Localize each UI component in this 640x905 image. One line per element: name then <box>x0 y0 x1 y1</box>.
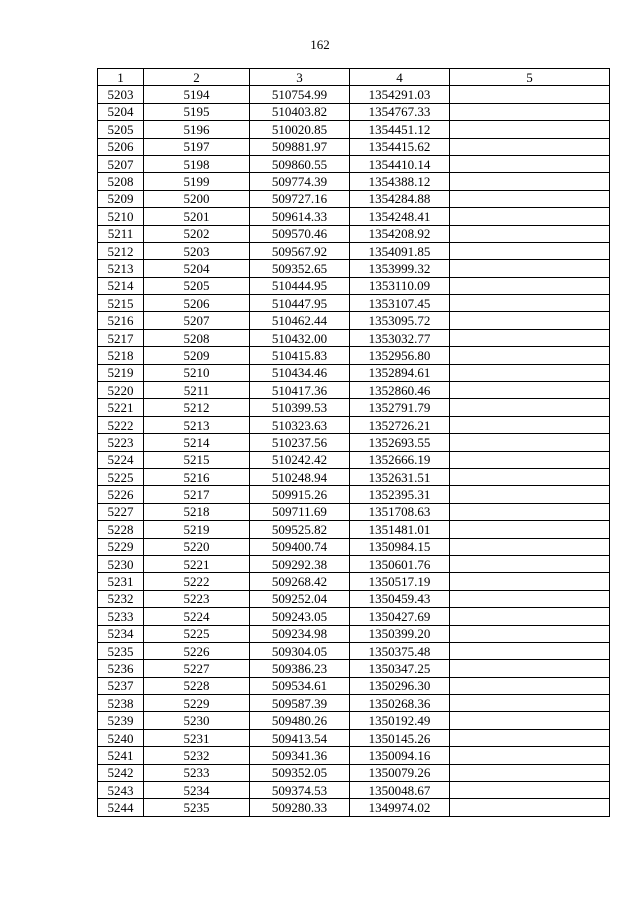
table-row <box>98 625 610 642</box>
table-row <box>98 260 610 277</box>
table-row <box>98 538 610 555</box>
table-cell: 5215 <box>98 295 144 312</box>
table-cell <box>450 695 610 712</box>
table-cell: 5233 <box>98 608 144 625</box>
table-cell <box>450 468 610 485</box>
table-cell: 5241 <box>98 747 144 764</box>
table-cell: 509567.92 <box>250 242 350 259</box>
table-cell: 510754.99 <box>250 86 350 103</box>
table-cell: 5194 <box>144 86 250 103</box>
table-cell <box>450 329 610 346</box>
table-row <box>98 242 610 259</box>
table-cell: 5227 <box>98 503 144 520</box>
table-cell <box>450 190 610 207</box>
table-cell <box>450 416 610 433</box>
table-cell: 5214 <box>144 434 250 451</box>
table-cell: 509352.05 <box>250 764 350 781</box>
column-header: 2 <box>144 69 250 86</box>
table-cell: 5208 <box>98 173 144 190</box>
table-row <box>98 677 610 694</box>
table-cell: 510417.36 <box>250 382 350 399</box>
table-cell: 1353110.09 <box>350 277 450 294</box>
table-cell: 5208 <box>144 329 250 346</box>
table-row <box>98 103 610 120</box>
table-cell: 5218 <box>98 347 144 364</box>
table-cell: 1354291.03 <box>350 86 450 103</box>
table-cell: 509881.97 <box>250 138 350 155</box>
table-cell: 5206 <box>98 138 144 155</box>
table-cell: 5205 <box>98 121 144 138</box>
column-header: 1 <box>98 69 144 86</box>
table-cell <box>450 503 610 520</box>
table-row <box>98 799 610 816</box>
table-cell: 5229 <box>98 538 144 555</box>
table-cell: 510434.46 <box>250 364 350 381</box>
table-cell: 5220 <box>144 538 250 555</box>
table-cell: 5204 <box>98 103 144 120</box>
table-cell: 5238 <box>98 695 144 712</box>
table-cell: 1350517.19 <box>350 573 450 590</box>
table-cell <box>450 208 610 225</box>
table-cell: 510403.82 <box>250 103 350 120</box>
table-cell: 5228 <box>98 521 144 538</box>
table-cell: 5206 <box>144 295 250 312</box>
table-cell: 1352693.55 <box>350 434 450 451</box>
table-cell <box>450 173 610 190</box>
table-row <box>98 573 610 590</box>
table-cell: 5196 <box>144 121 250 138</box>
table-cell: 509243.05 <box>250 608 350 625</box>
table-row <box>98 382 610 399</box>
table-cell: 510237.56 <box>250 434 350 451</box>
table-cell: 5221 <box>144 555 250 572</box>
table-cell: 509915.26 <box>250 486 350 503</box>
table-cell: 510242.42 <box>250 451 350 468</box>
table-cell: 5219 <box>144 521 250 538</box>
table-cell: 5209 <box>144 347 250 364</box>
table-cell: 1350094.16 <box>350 747 450 764</box>
table-cell: 509304.05 <box>250 642 350 659</box>
table-cell: 5202 <box>144 225 250 242</box>
table-cell: 5222 <box>98 416 144 433</box>
table-cell: 5201 <box>144 208 250 225</box>
table-cell: 5224 <box>144 608 250 625</box>
page-number: 162 <box>310 37 330 52</box>
table-cell: 5223 <box>98 434 144 451</box>
table-cell: 5224 <box>98 451 144 468</box>
table-row <box>98 608 610 625</box>
table-cell: 5220 <box>98 382 144 399</box>
table-cell: 1350601.76 <box>350 555 450 572</box>
table-cell: 509774.39 <box>250 173 350 190</box>
table-row <box>98 451 610 468</box>
table-cell <box>450 121 610 138</box>
table-cell: 509570.46 <box>250 225 350 242</box>
table-row <box>98 416 610 433</box>
table-body <box>98 86 610 816</box>
table-cell: 509860.55 <box>250 155 350 172</box>
table-cell: 509352.65 <box>250 260 350 277</box>
table-cell: 5227 <box>144 660 250 677</box>
table-cell: 5207 <box>98 155 144 172</box>
table-cell: 510020.85 <box>250 121 350 138</box>
table-cell: 1350347.25 <box>350 660 450 677</box>
table-cell: 1351708.63 <box>350 503 450 520</box>
table-row <box>98 121 610 138</box>
table-cell: 509268.42 <box>250 573 350 590</box>
table-cell: 1349974.02 <box>350 799 450 816</box>
table-cell: 1350268.36 <box>350 695 450 712</box>
table-row <box>98 468 610 485</box>
table-cell: 5230 <box>98 555 144 572</box>
table-cell: 5242 <box>98 764 144 781</box>
table-row <box>98 225 610 242</box>
table-row <box>98 747 610 764</box>
table-row <box>98 329 610 346</box>
coordinates-table <box>97 68 610 817</box>
table-cell <box>450 347 610 364</box>
table-cell: 5211 <box>98 225 144 242</box>
table-cell: 510432.00 <box>250 329 350 346</box>
table-cell: 509534.61 <box>250 677 350 694</box>
table-cell: 5205 <box>144 277 250 294</box>
table-cell: 509614.33 <box>250 208 350 225</box>
table-cell: 5231 <box>98 573 144 590</box>
table-row <box>98 503 610 520</box>
table-row <box>98 364 610 381</box>
table-cell: 5198 <box>144 155 250 172</box>
table-cell: 1350192.49 <box>350 712 450 729</box>
table-cell: 1353107.45 <box>350 295 450 312</box>
table-cell: 5222 <box>144 573 250 590</box>
table-row <box>98 399 610 416</box>
table-cell: 5235 <box>98 642 144 659</box>
table-cell: 5214 <box>98 277 144 294</box>
table-cell: 5223 <box>144 590 250 607</box>
column-header: 3 <box>250 69 350 86</box>
table-cell: 5215 <box>144 451 250 468</box>
table-cell: 5210 <box>98 208 144 225</box>
table-cell <box>450 625 610 642</box>
table-cell: 509400.74 <box>250 538 350 555</box>
table-row <box>98 312 610 329</box>
table-cell: 5231 <box>144 729 250 746</box>
table-cell: 5213 <box>144 416 250 433</box>
table-cell: 5232 <box>144 747 250 764</box>
table-cell: 5236 <box>98 660 144 677</box>
table-cell <box>450 138 610 155</box>
table-cell <box>450 225 610 242</box>
table-cell: 510323.63 <box>250 416 350 433</box>
table-cell: 510462.44 <box>250 312 350 329</box>
table-cell: 1354388.12 <box>350 173 450 190</box>
table-row <box>98 155 610 172</box>
table-cell: 1350048.67 <box>350 782 450 799</box>
table-cell: 5217 <box>144 486 250 503</box>
table-cell: 509252.04 <box>250 590 350 607</box>
table-cell: 1350375.48 <box>350 642 450 659</box>
table-cell: 5211 <box>144 382 250 399</box>
table-cell: 5199 <box>144 173 250 190</box>
table-cell: 5221 <box>98 399 144 416</box>
table-cell: 509386.23 <box>250 660 350 677</box>
table-cell <box>450 555 610 572</box>
table-cell <box>450 660 610 677</box>
column-header: 5 <box>450 69 610 86</box>
table-cell <box>450 277 610 294</box>
table-cell <box>450 382 610 399</box>
table-cell: 5216 <box>98 312 144 329</box>
table-row <box>98 695 610 712</box>
table-cell: 5234 <box>144 782 250 799</box>
table-row <box>98 782 610 799</box>
table-cell <box>450 729 610 746</box>
table-cell: 1352666.19 <box>350 451 450 468</box>
table-cell <box>450 521 610 538</box>
table-cell: 5219 <box>98 364 144 381</box>
table-row <box>98 729 610 746</box>
table-row <box>98 86 610 103</box>
table-row <box>98 434 610 451</box>
table-cell: 509374.53 <box>250 782 350 799</box>
table-cell: 509280.33 <box>250 799 350 816</box>
table-cell: 509234.98 <box>250 625 350 642</box>
table-cell: 5235 <box>144 799 250 816</box>
table-row <box>98 590 610 607</box>
table-cell: 1352860.46 <box>350 382 450 399</box>
table-cell: 509413.54 <box>250 729 350 746</box>
table-cell <box>450 451 610 468</box>
table-cell: 1353999.32 <box>350 260 450 277</box>
table-cell: 1354451.12 <box>350 121 450 138</box>
table-row <box>98 521 610 538</box>
table-cell: 5197 <box>144 138 250 155</box>
table-cell: 5203 <box>98 86 144 103</box>
table-cell: 1352791.79 <box>350 399 450 416</box>
table-cell: 5212 <box>98 242 144 259</box>
table-cell <box>450 573 610 590</box>
table-cell <box>450 590 610 607</box>
table-cell: 5229 <box>144 695 250 712</box>
table-cell: 1350145.26 <box>350 729 450 746</box>
table-row <box>98 712 610 729</box>
table-cell: 1350984.15 <box>350 538 450 555</box>
table-row <box>98 277 610 294</box>
table-cell: 5232 <box>98 590 144 607</box>
table-cell: 5239 <box>98 712 144 729</box>
table-cell: 1354284.88 <box>350 190 450 207</box>
table-cell <box>450 86 610 103</box>
table-cell <box>450 312 610 329</box>
table-cell: 5233 <box>144 764 250 781</box>
table-cell: 1352726.21 <box>350 416 450 433</box>
table-cell: 509587.39 <box>250 695 350 712</box>
table-cell <box>450 260 610 277</box>
table-cell: 5209 <box>98 190 144 207</box>
table-cell: 509341.36 <box>250 747 350 764</box>
table-cell: 5218 <box>144 503 250 520</box>
table-row <box>98 190 610 207</box>
table-cell <box>450 677 610 694</box>
table-row <box>98 295 610 312</box>
table-row <box>98 555 610 572</box>
table-cell: 5203 <box>144 242 250 259</box>
table-cell: 1354767.33 <box>350 103 450 120</box>
table-row <box>98 347 610 364</box>
table-cell <box>450 538 610 555</box>
table-cell: 5216 <box>144 468 250 485</box>
table-cell: 5230 <box>144 712 250 729</box>
table-cell <box>450 295 610 312</box>
table-cell: 510444.95 <box>250 277 350 294</box>
table-cell: 509525.82 <box>250 521 350 538</box>
table-cell: 5243 <box>98 782 144 799</box>
table-cell: 1350427.69 <box>350 608 450 625</box>
table-cell: 509711.69 <box>250 503 350 520</box>
table-cell: 1353032.77 <box>350 329 450 346</box>
table-cell <box>450 608 610 625</box>
table-cell <box>450 242 610 259</box>
table-cell: 1350459.43 <box>350 590 450 607</box>
table-cell <box>450 642 610 659</box>
table-cell <box>450 364 610 381</box>
table-cell: 509292.38 <box>250 555 350 572</box>
table-cell: 1352631.51 <box>350 468 450 485</box>
table-cell: 5225 <box>98 468 144 485</box>
column-header: 4 <box>350 69 450 86</box>
table-header-row <box>98 69 610 86</box>
table-cell <box>450 486 610 503</box>
table-cell: 1354091.85 <box>350 242 450 259</box>
table-row <box>98 660 610 677</box>
table-cell: 1354415.62 <box>350 138 450 155</box>
table-cell: 5204 <box>144 260 250 277</box>
table-cell: 509727.16 <box>250 190 350 207</box>
table-cell: 1352956.80 <box>350 347 450 364</box>
table-cell: 5213 <box>98 260 144 277</box>
table-cell: 510447.95 <box>250 295 350 312</box>
table-row <box>98 173 610 190</box>
table-cell: 5207 <box>144 312 250 329</box>
table-row <box>98 642 610 659</box>
table-cell <box>450 103 610 120</box>
table-cell: 1350399.20 <box>350 625 450 642</box>
table-cell: 1350079.26 <box>350 764 450 781</box>
table-cell: 510248.94 <box>250 468 350 485</box>
table-cell <box>450 747 610 764</box>
table-row <box>98 138 610 155</box>
table-row <box>98 208 610 225</box>
table-cell: 5226 <box>98 486 144 503</box>
table-cell: 509480.26 <box>250 712 350 729</box>
table-cell <box>450 399 610 416</box>
table-cell: 510399.53 <box>250 399 350 416</box>
table-cell: 5210 <box>144 364 250 381</box>
table-cell <box>450 799 610 816</box>
table-cell: 1351481.01 <box>350 521 450 538</box>
table-cell: 1352894.61 <box>350 364 450 381</box>
table-cell <box>450 155 610 172</box>
table-row <box>98 764 610 781</box>
table-cell: 5228 <box>144 677 250 694</box>
table-cell: 5237 <box>98 677 144 694</box>
table-cell: 5217 <box>98 329 144 346</box>
table-cell: 5234 <box>98 625 144 642</box>
table-cell: 5225 <box>144 625 250 642</box>
table-cell: 5244 <box>98 799 144 816</box>
table-cell <box>450 764 610 781</box>
table-cell: 1354208.92 <box>350 225 450 242</box>
table-cell: 1353095.72 <box>350 312 450 329</box>
table-cell: 5200 <box>144 190 250 207</box>
table-cell: 5212 <box>144 399 250 416</box>
table-cell: 1354248.41 <box>350 208 450 225</box>
table-cell <box>450 712 610 729</box>
table-cell: 1354410.14 <box>350 155 450 172</box>
table-cell: 510415.83 <box>250 347 350 364</box>
table-cell <box>450 782 610 799</box>
table-cell: 5240 <box>98 729 144 746</box>
table-cell: 5226 <box>144 642 250 659</box>
table-cell: 1350296.30 <box>350 677 450 694</box>
table-row <box>98 486 610 503</box>
table-cell: 1352395.31 <box>350 486 450 503</box>
table-cell: 5195 <box>144 103 250 120</box>
table-cell <box>450 434 610 451</box>
